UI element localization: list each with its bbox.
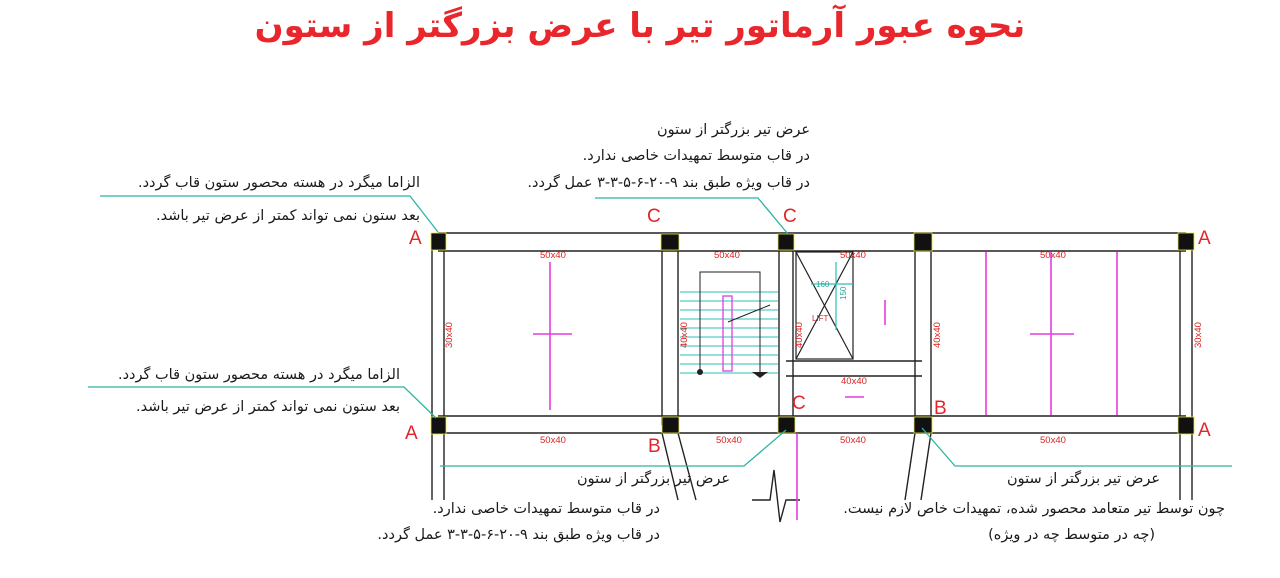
label-c-bottom: C <box>792 393 806 414</box>
lift-label: LIFT <box>812 314 829 323</box>
note-bottom-right-1: عرض تیر بزرگتر از ستون <box>1006 471 1160 487</box>
dim-bottom-left: 50x40 <box>540 435 566 446</box>
note-left-mid-1: الزاما میگرد در هسته محصور ستون قاب گردد. <box>117 367 400 383</box>
dim-left-vertical: 30x40 <box>444 322 455 348</box>
note-top-center-3: در قاب ویژه طبق بند ۹-۲۰-۶-۵-۳-۳ عمل گردد. <box>527 175 810 191</box>
page-title: نحوه عبور آرماتور تیر با عرض بزرگتر از ستون <box>254 6 1026 46</box>
column-a-bottom-left <box>431 417 446 434</box>
leader-lines <box>88 196 1232 466</box>
column-a-bottom-right <box>1178 417 1194 434</box>
note-left-top-2: بعد ستون نمی تواند کمتر از عرض تیر باشد. <box>156 208 420 224</box>
label-a-bottom-left: A <box>405 423 418 444</box>
label-c-top-1: C <box>647 206 661 227</box>
dim-bottom-stair: 50x40 <box>716 435 742 446</box>
label-b-bottom-2: B <box>934 398 947 419</box>
dim-mid-lift: 40x40 <box>841 376 867 387</box>
column-c-top-2 <box>778 234 794 250</box>
column-a-top-right <box>1178 233 1194 250</box>
note-bottom-left-3: در قاب ویژه طبق بند ۹-۲۰-۶-۵-۳-۳ عمل گردد. <box>377 527 660 543</box>
note-top-center-2: در قاب متوسط تمهیدات خاصی ندارد. <box>582 148 810 164</box>
dim-lift-right-vertical: 40x40 <box>932 322 943 348</box>
column-c-top-1 <box>661 234 679 250</box>
dim-top-right: 50x40 <box>1040 250 1066 261</box>
note-bottom-right-3: (چه در متوسط چه در ویژه) <box>988 527 1155 543</box>
note-bottom-left-1: عرض تیر بزرگتر از ستون <box>576 471 730 487</box>
label-b-bottom-1: B <box>648 436 661 457</box>
dim-stair-right-vertical: 40x40 <box>794 322 805 348</box>
label-c-top-2: C <box>783 206 797 227</box>
dim-right-vertical: 30x40 <box>1193 322 1204 348</box>
column-a-top-left <box>431 233 446 250</box>
column-c-bottom <box>778 417 795 433</box>
note-bottom-left-2: در قاب متوسط تمهیدات خاصی ندارد. <box>432 501 660 517</box>
dim-bottom-right: 50x40 <box>1040 435 1066 446</box>
dim-stair-left-vertical: 40x40 <box>679 322 690 348</box>
label-a-top-left: A <box>409 228 422 249</box>
dim-top-stair: 50x40 <box>714 250 740 261</box>
column-top-4 <box>914 233 932 251</box>
stair <box>680 272 778 378</box>
column-b-bottom-2 <box>914 417 932 433</box>
note-left-top-1: الزاما میگرد در هسته محصور ستون قاب گردد. <box>137 175 420 191</box>
column-b-bottom-1 <box>662 417 679 433</box>
note-left-mid-2: بعد ستون نمی تواند کمتر از عرض تیر باشد. <box>136 399 400 415</box>
dim-top-lift: 50x40 <box>840 250 866 261</box>
dim-bottom-lift: 50x40 <box>840 435 866 446</box>
label-a-top-right: A <box>1198 228 1211 249</box>
dim-top-left: 50x40 <box>540 250 566 261</box>
note-bottom-right-2: چون توسط تیر متعامد محصور شده، تمهیدات خاص لازم نیست. <box>843 501 1225 517</box>
label-a-bottom-right: A <box>1198 420 1211 441</box>
lift-dim-horizontal: 160 <box>816 280 830 289</box>
note-top-center-1: عرض تیر بزرگتر از ستون <box>656 122 810 138</box>
lift-dim-vertical: 150 <box>839 286 848 300</box>
